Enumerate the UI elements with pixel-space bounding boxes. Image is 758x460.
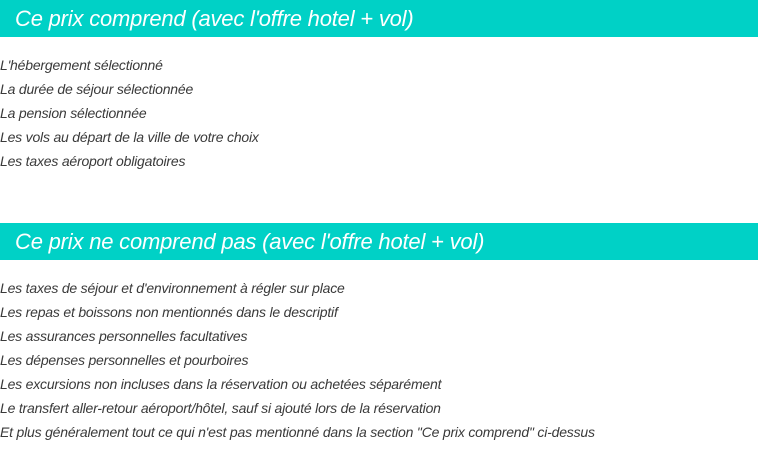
price-excludes-title: Ce prix ne comprend pas (avec l'offre hotel + vol) [15,228,485,254]
list-item: L'hébergement sélectionné [0,57,163,73]
price-includes-list [0,53,259,173]
list-item: Les assurances personnelles facultatives [0,328,248,344]
list-item: Les taxes aéroport obligatoires [0,153,186,169]
price-includes-header [0,0,758,37]
list-item: La durée de séjour sélectionnée [0,81,194,97]
list-item: La pension sélectionnée [0,105,147,121]
list-item: Le transfert aller-retour aéroport/hôtel, sauf si ajouté lors de la réservation [0,400,441,416]
list-item: Et plus généralement tout ce qui n'est pas mentionné dans la section "Ce prix comprend" ci-dessus [0,424,595,440]
list-item: Les excursions non incluses dans la réservation ou achetées séparément [0,376,442,392]
price-excludes-list [0,276,595,444]
list-item: Les vols au départ de la ville de votre choix [0,129,259,145]
list-item: Les taxes de séjour et d'environnement à régler sur place [0,280,345,296]
price-excludes-header [0,223,758,260]
list-item: Les dépenses personnelles et pourboires [0,352,249,368]
price-includes-title: Ce prix comprend (avec l'offre hotel + vol) [15,5,414,31]
list-item: Les repas et boissons non mentionnés dans le descriptif [0,304,338,320]
